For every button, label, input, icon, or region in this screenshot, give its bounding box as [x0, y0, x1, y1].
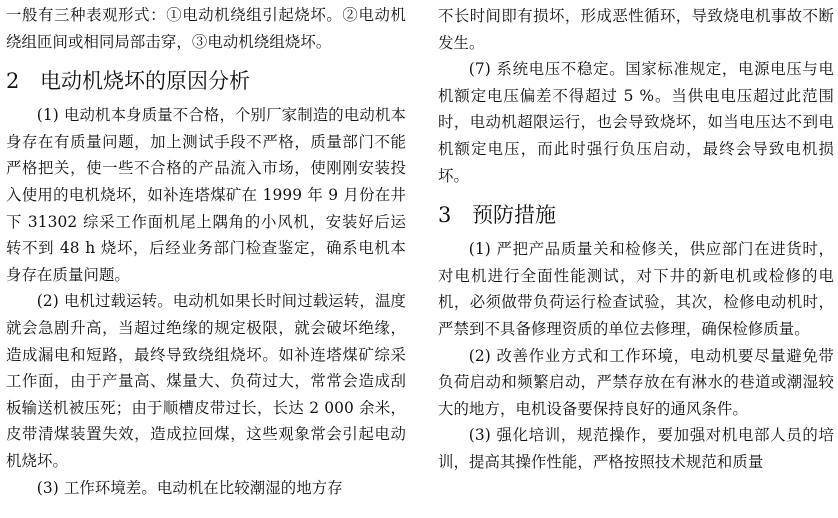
section-2-heading — [6, 68, 406, 94]
section-2-title: 电动机烧坏的原因分析 — [40, 69, 250, 94]
paragraph-cause-3: (3) 工作环境差。电动机在比较潮湿的地方存 — [36, 478, 343, 497]
left-column — [6, 0, 406, 501]
intro-paragraph: 一般有三种表观形式：①电动机绕组引起烧坏。②电动机绕组匝间或相同局部击穿，③电动机绕组烧坏。 — [6, 6, 406, 51]
paragraph-cause-7: (7) 系统电压不稳定。国家标准规定，电源电压与电机额定电压偏差不得超过 5 %。当供电电压超过此范围时，电动机超限运行，也会导致烧坏，如当电压达不到电机额定电压，而此时强行负压启动，最终会导致电机损坏。 — [438, 60, 834, 185]
section-2-number: 2 — [6, 69, 20, 94]
paragraph-measure-3: (3) 强化培训，规范操作，要加强对机电部人员的培训，提高其操作性能，严格按照技术规范和质量 — [438, 426, 834, 471]
paragraph-measure-1: (1) 严把产品质量关和检修关，供应部门在进货时，对电机进行全面性能测试，对下井的新电机或检修的电机，必须做带负荷运行检查试验，其次，检修电动机时，严禁到不具备修理资质的单位去修理，确保检修质量。 — [438, 240, 834, 338]
section-3-title: 预防措施 — [472, 203, 556, 228]
continuation-paragraph: 不长时间即有损坏，形成恶性循环，导致烧电机事故不断发生。 — [438, 7, 834, 52]
section-3-heading — [438, 202, 834, 228]
paragraph-cause-1: (1) 电动机本身质量不合格，个别厂家制造的电动机本身存在有质量问题，加上测试手段不严格，质量部门不能严格把关，使一些不合格的产品流入市场，使刚刚安装投入使用的电机烧坏，如补连塔煤矿在 1999 年 9 月份在井下 31302 综采工作面机尾上隅角的小风机，安装好后运转不到 48 h 烧坏，后经业务部门检查鉴定，确系电机本身存在质量问题。 — [6, 106, 406, 284]
section-3-number: 3 — [438, 203, 452, 228]
paragraph-cause-2: (2) 电机过载运转。电动机如果长时间过载运转，温度就会急剧升高，当超过绝缘的规定极限，就会破坏绝缘，造成漏电和短路，最终导致绕组烧坏。如补连塔煤矿综采工作面，由于产量高、煤量大、负荷过大，常常会造成刮板输送机被压死；由于顺槽皮带过长，长达 2 000 余米，皮带清煤装置失效，造成拉回煤，这些观象常会引起电动机烧坏。 — [6, 292, 406, 470]
paragraph-measure-2: (2) 改善作业方式和工作环境，电动机要尽量避免带负荷启动和频繁启动，严禁存放在有淋水的巷道或潮湿较大的地方，电机设备要保持良好的通风条件。 — [438, 346, 834, 418]
right-column — [438, 0, 834, 476]
